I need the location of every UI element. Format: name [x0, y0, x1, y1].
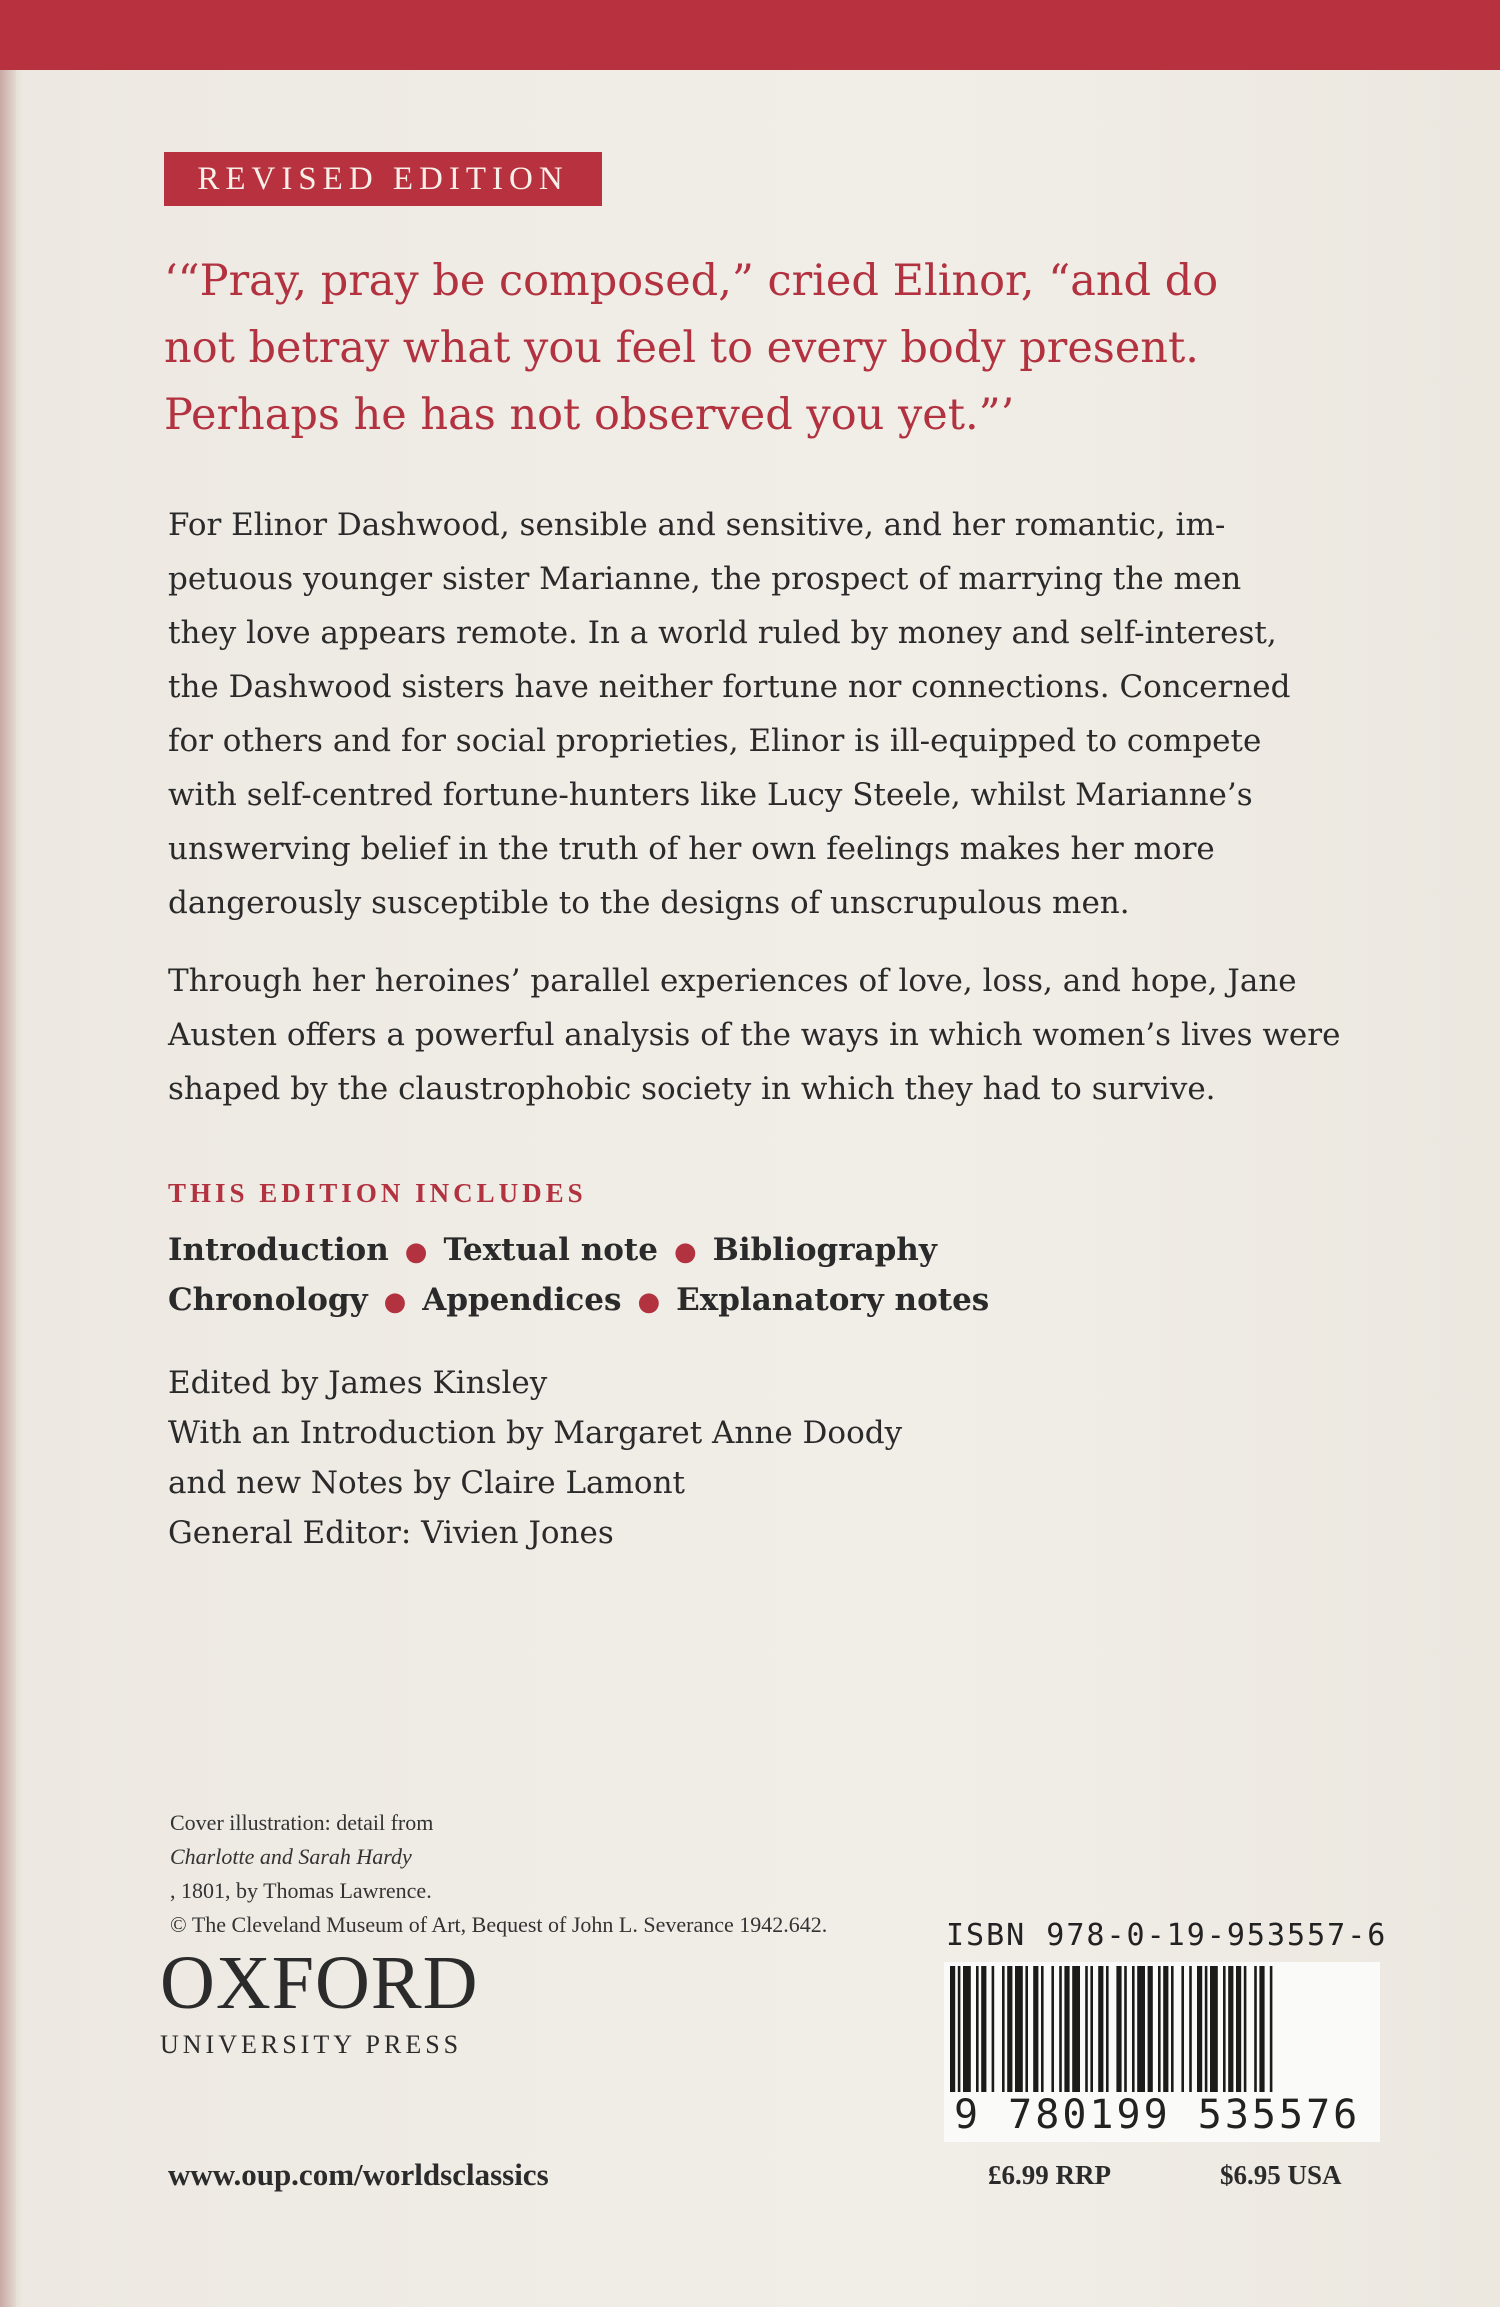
publisher-website: www.oup.com/worldsclassics [168, 2157, 549, 2192]
blurb-line: with self-centred fortune-hunters like Lucy Steele, whilst Marianne’s [168, 777, 1253, 813]
blurb-line: Through her heroines’ parallel experiences of love, loss, and hope, Jane [168, 963, 1297, 999]
credit-line: Edited by James Kinsley [168, 1365, 548, 1401]
top-red-band [0, 0, 1500, 70]
blurb-paragraph-1 [168, 498, 1291, 930]
blurb-line: they love appears remote. In a world ruled by money and self-interest, [168, 615, 1277, 651]
cover-illustration-credit [170, 1806, 827, 1942]
pull-quote-line: Perhaps he has not observed you yet.”’ [164, 390, 1015, 440]
illustration-line-2: © The Cleveland Museum of Art, Bequest of John L. Severance 1942.642. [170, 1912, 828, 1937]
bullet-icon: ● [637, 1287, 661, 1317]
barcode-bar [963, 1966, 971, 2092]
includes-row-2 [168, 1282, 989, 1318]
pull-quote-line: not betray what you feel to every body present. [164, 323, 1199, 373]
barcode-bar [1085, 1966, 1088, 2092]
barcode-bar [1223, 1966, 1226, 2092]
blurb-line: Austen offers a powerful analysis of the ways in which women’s lives were [168, 1017, 1341, 1053]
barcode-bar [958, 1966, 961, 2092]
blurb-line: petuous younger sister Marianne, the prospect of marrying the men [168, 561, 1242, 597]
blurb-line: unswerving belief in the truth of her own feelings makes her more [168, 831, 1215, 867]
blurb-line: for others and for social proprieties, Elinor is ill-equipped to compete [168, 723, 1262, 759]
barcode-bar [1116, 1966, 1121, 2092]
isbn-label: ISBN 978-0-19-953557-6 [946, 1918, 1388, 1953]
barcode-bar [1124, 1966, 1127, 2092]
illustration-title: Charlotte and Sarah Hardy [170, 1844, 412, 1869]
credit-line: and new Notes by Claire Lamont [168, 1465, 686, 1501]
barcode-bar [981, 1966, 986, 2092]
barcode-bar [1148, 1966, 1153, 2092]
includes-item: Explanatory notes [676, 1282, 990, 1318]
barcode-bar [1236, 1966, 1241, 2092]
includes-heading: THIS EDITION INCLUDES [168, 1178, 587, 1208]
barcode-bar [1007, 1966, 1012, 2092]
barcode-bar [1098, 1966, 1103, 2092]
barcode-bar [1228, 1966, 1233, 2092]
includes-item: Appendices [422, 1282, 622, 1318]
includes-item: Chronology [168, 1282, 368, 1318]
barcode-bar [1210, 1966, 1218, 2092]
bullet-icon: ● [383, 1287, 407, 1317]
pull-quote-line: ‘“Pray, pray be composed,” cried Elinor, “and do [164, 256, 1219, 306]
publisher-name: OXFORD [160, 1941, 479, 2025]
barcode-bar [1002, 1966, 1005, 2092]
pull-quote [164, 248, 1314, 449]
bullet-icon: ● [673, 1237, 697, 1267]
barcode-bar [1189, 1966, 1192, 2092]
barcode-bar [1059, 1966, 1062, 2092]
blurb-line: dangerously susceptible to the designs of unscrupulous men. [168, 885, 1130, 921]
barcode-bar [1064, 1966, 1069, 2092]
barcode-digits: 9 780199 535576 [950, 2092, 1364, 2138]
barcode-bar [1033, 1966, 1038, 2092]
credit-line: General Editor: Vivien Jones [168, 1515, 614, 1551]
barcode-bar [1244, 1966, 1247, 2092]
price-us: $6.95 USA [1220, 2160, 1342, 2190]
illustration-line-1 [170, 1806, 827, 1908]
includes-item: Introduction [168, 1232, 389, 1268]
barcode-bar [1090, 1966, 1093, 2092]
includes-item: Textual note [443, 1232, 658, 1268]
bullet-icon: ● [404, 1237, 428, 1267]
barcode-bar [1270, 1966, 1273, 2092]
blurb-line: For Elinor Dashwood, sensible and sensitive, and her romantic, im- [168, 507, 1226, 543]
revised-edition-badge: REVISED EDITION [164, 152, 602, 206]
includes-item: Bibliography [712, 1232, 937, 1268]
barcode-bar [1171, 1966, 1174, 2092]
barcode-bar [1259, 1966, 1264, 2092]
barcode-bar [976, 1966, 979, 2092]
includes-row-1 [168, 1232, 937, 1268]
barcode-bar [1132, 1966, 1135, 2092]
blurb-line: shaped by the claustrophobic society in which they had to survive. [168, 1071, 1216, 1107]
barcode-bar [1158, 1966, 1161, 2092]
barcode-bar [1041, 1966, 1044, 2092]
barcode-bar [1051, 1966, 1054, 2092]
barcode-bar [1163, 1966, 1168, 2092]
barcode-bar [1025, 1966, 1028, 2092]
spine-edge [0, 70, 16, 2307]
price-uk: £6.99 RRP [988, 2160, 1111, 2190]
barcode-bar [1137, 1966, 1145, 2092]
credit-line: With an Introduction by Margaret Anne Doody [168, 1415, 903, 1451]
barcode-bar [1197, 1966, 1202, 2092]
barcode-bar [1254, 1966, 1257, 2092]
editor-credits [168, 1358, 902, 1558]
illustration-suffix: , 1801, by Thomas Lawrence. [170, 1878, 432, 1903]
barcode-bar [1181, 1966, 1184, 2092]
publisher-logo [160, 1941, 479, 2060]
blurb-line: the Dashwood sisters have neither fortune nor connections. Concerned [168, 669, 1291, 705]
illustration-prefix: Cover illustration: detail from [170, 1810, 434, 1835]
blurb-paragraph-2 [168, 954, 1340, 1116]
barcode-bar [992, 1966, 995, 2092]
publisher-subtitle: UNIVERSITY PRESS [160, 2030, 463, 2059]
barcode-bar [950, 1966, 955, 2092]
barcode-bar [1072, 1966, 1080, 2092]
barcode-bar [1106, 1966, 1109, 2092]
barcode-bar [1015, 1966, 1023, 2092]
barcode-bar [1205, 1966, 1208, 2092]
